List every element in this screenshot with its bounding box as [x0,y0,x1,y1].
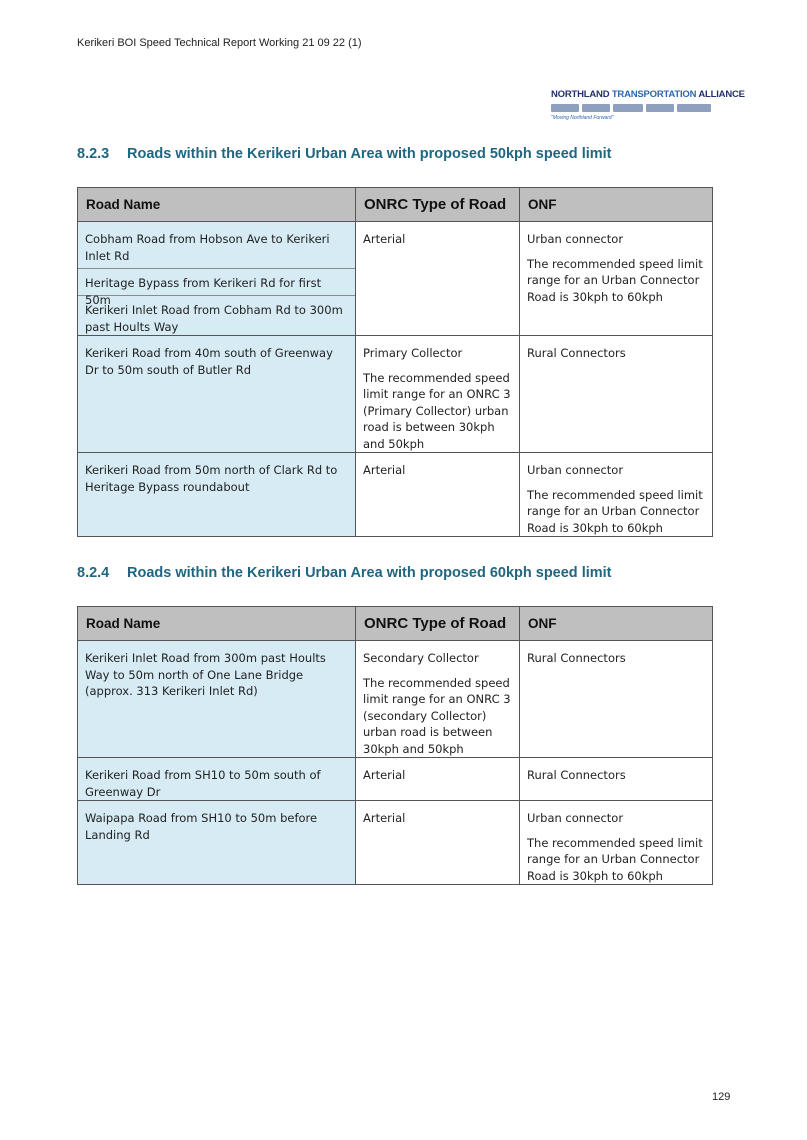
table-row [78,758,713,801]
road-name: Kerikeri Road from SH10 to 50m south of Greenway Dr [85,768,321,799]
section-heading-8-2-4: 8.2.4 Roads within the Kerikeri Urban Area with proposed 60kph speed limit [77,565,612,581]
road-name: Kerikeri Road from 50m north of Clark Rd to Heritage Bypass roundabout [85,463,338,494]
onf-note: The recommended speed limit range for an Urban Connector Road is 30kph to 60kph [527,487,703,535]
onf-cell [520,336,713,453]
onrc-type: Arterial [363,463,406,477]
onf-cell [520,758,713,801]
table-row [78,641,713,758]
road-name: Kerikeri Inlet Road from Cobham Rd to 300m past Hoults Way [78,295,355,335]
header-onrc-type: ONRC Type of Road [356,188,520,222]
onf-cell [520,453,713,537]
road-name-cell [78,453,356,537]
logo-wordmark: NORTHLAND TRANSPORTATION ALLIANCE [551,89,745,100]
partner-logos [551,102,723,113]
table-row [78,336,713,453]
table-row [78,222,713,336]
onf-cell [520,222,713,336]
document-header: Kerikeri BOI Speed Technical Report Working 21 09 22 (1) [77,37,362,49]
page-number: 129 [712,1091,731,1103]
table-row [78,801,713,885]
onrc-cell [356,801,520,885]
onrc-type: Arterial [363,768,406,782]
onrc-type: Primary Collector [363,346,463,360]
road-name-cell [78,222,356,336]
road-name: Heritage Bypass from Kerikeri Rd for first 50m [78,268,355,295]
onrc-cell [356,641,520,758]
roads-50kph-table [77,187,713,537]
logo-tagline: "Moving Northland Forward" [551,115,614,121]
onf-type: Urban connector [527,811,624,825]
onf-cell [520,801,713,885]
northland-transportation-alliance-logo [551,89,745,121]
onf-cell [520,641,713,758]
onrc-cell [356,336,520,453]
onrc-note: The recommended speed limit range for an ONRC 3 (secondary Collector) urban road is between 30kph and 50kph [363,675,511,756]
onf-type: Rural Connectors [527,768,626,782]
header-onrc-type: ONRC Type of Road [356,607,520,641]
onf-type: Rural Connectors [527,651,626,665]
onf-type: Urban connector [527,463,624,477]
header-onf: ONF [520,188,713,222]
header-onf: ONF [520,607,713,641]
onrc-cell [356,758,520,801]
table-row [78,453,713,537]
onrc-cell [356,222,520,336]
table-header-row [78,188,713,222]
road-name-cell [78,641,356,758]
section-heading-8-2-3: 8.2.3 Roads within the Kerikeri Urban Area with proposed 50kph speed limit [77,146,612,162]
road-name: Kerikeri Road from 40m south of Greenway Dr to 50m south of Butler Rd [85,346,333,377]
road-name: Waipapa Road from SH10 to 50m before Landing Rd [85,811,318,842]
onrc-cell [356,453,520,537]
onrc-note: The recommended speed limit range for an ONRC 3 (Primary Collector) urban road is between 30kph and 50kph [363,370,511,451]
road-name: Cobham Road from Hobson Ave to Kerikeri Inlet Rd [85,232,330,263]
road-name-cell [78,758,356,801]
onrc-type: Arterial [363,232,406,246]
header-road-name: Road Name [78,188,356,222]
road-name-cell [78,336,356,453]
roads-60kph-table [77,606,713,885]
onf-note: The recommended speed limit range for an Urban Connector Road is 30kph to 60kph [527,256,703,304]
onf-note: The recommended speed limit range for an Urban Connector Road is 30kph to 60kph [527,835,703,883]
road-name-cell [78,801,356,885]
onrc-type: Arterial [363,811,406,825]
header-road-name: Road Name [78,607,356,641]
road-name: Kerikeri Inlet Road from 300m past Hoults Way to 50m north of One Lane Bridge (approx. 313 Kerikeri Inlet Rd) [85,651,326,698]
table-header-row [78,607,713,641]
onf-type: Rural Connectors [527,346,626,360]
onrc-type: Secondary Collector [363,651,479,665]
onf-type: Urban connector [527,232,624,246]
